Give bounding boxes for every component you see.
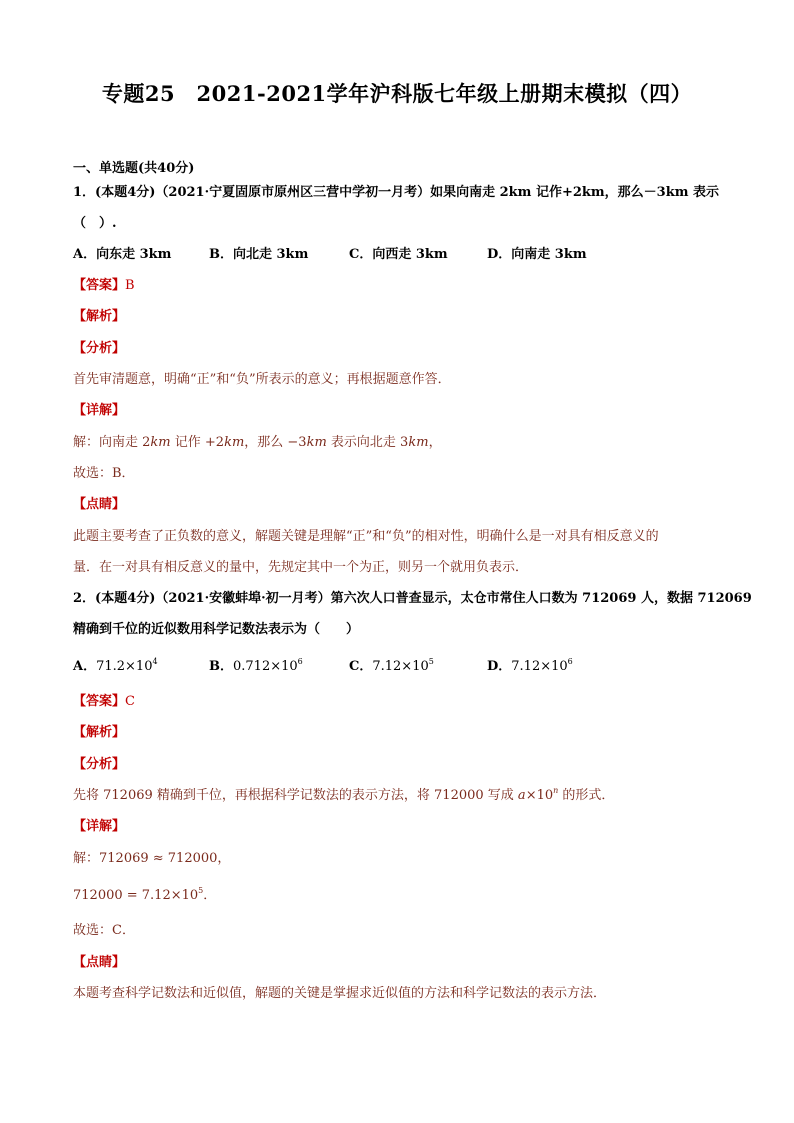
q1-detail-text-5: ， — [428, 435, 442, 450]
q2-answer-line — [73, 692, 135, 712]
q1-detail-text-2: 记作 +2 — [170, 435, 225, 450]
q2-option-b-label: B． — [209, 659, 233, 674]
q2-fenxi-var-n: n — [553, 786, 559, 795]
q1-detail-unit-3: km — [306, 435, 327, 450]
q2-detail-exp: 5 — [198, 886, 204, 895]
q1-detail-text-3: ，那么 −3 — [244, 435, 307, 450]
q2-answer-tag: 【答案】 — [73, 694, 126, 709]
q1-detail-unit-2: km — [224, 435, 245, 450]
q1-detail-text-4: 表示向北走 3 — [326, 435, 409, 450]
q2-detail-end: ． — [203, 888, 217, 903]
q2-fenxi-text-2: ×10 — [525, 788, 554, 803]
q1-options — [73, 245, 587, 265]
q1-detail-tag: 【详解】 — [73, 403, 126, 418]
q2-option-d-base: 7.12×10 — [511, 659, 568, 674]
q2-fenxi-text-1: 先将 712069 精确到千位，再根据科学记数法的表示方法，将 712000 写成 — [73, 788, 518, 803]
q2-option-d-exp: 6 — [567, 657, 573, 666]
q2-option-d-label: D． — [487, 659, 512, 674]
q2-detail-line1: 解：712069 ≈ 712000， — [73, 851, 231, 866]
page-title: 专题25 2021-2021学年沪科版七年级上册期末模拟（四） — [101, 81, 693, 106]
q1-comment-line2: 量．在一对具有相反意义的量中，先规定其中一个为正，则另一个就用负表示． — [73, 560, 529, 575]
q2-fenxi-var-a: a — [517, 788, 526, 803]
q1-fenxi-tag: 【分析】 — [73, 341, 126, 356]
q2-option-c-exp: 5 — [428, 657, 434, 666]
q1-comment-line1: 此题主要考查了正负数的意义，解题关键是理解“正”和“负”的相对性，明确什么是一对具有相反意义的 — [73, 529, 659, 544]
q1-answer-line — [73, 276, 135, 296]
q2-detail-eq: 712000 = 7.12×10 — [73, 888, 199, 903]
q2-option-b — [209, 657, 349, 677]
q1-stem-line2: （ ）. — [73, 216, 117, 231]
q2-answer: C — [125, 694, 135, 709]
q2-option-c-base: 7.12×10 — [372, 659, 429, 674]
q2-option-a-base: 71.2×10 — [96, 659, 153, 674]
q2-option-d — [487, 657, 573, 677]
q1-option-a: A．向东走 3km — [73, 247, 172, 262]
q2-fenxi-tag: 【分析】 — [73, 757, 126, 772]
q1-option-c: C．向西走 3km — [349, 247, 448, 262]
q2-option-c — [349, 657, 487, 677]
q2-detail-tag: 【详解】 — [73, 819, 126, 834]
q1-detail-unit-1: km — [150, 435, 171, 450]
q1-detail-unit-4: km — [408, 435, 429, 450]
q2-option-a-exp: 4 — [152, 657, 158, 666]
q2-analysis-tag: 【解析】 — [73, 725, 126, 740]
q2-option-b-exp: 6 — [297, 657, 303, 666]
q2-fenxi — [73, 786, 614, 806]
q1-answer: B — [125, 278, 135, 293]
q1-answer-tag: 【答案】 — [73, 278, 126, 293]
q1-detail-line1 — [73, 433, 442, 453]
q2-options — [73, 657, 573, 677]
section-heading: 一、单选题(共40分) — [73, 161, 195, 176]
q1-option-d: D．向南走 3km — [487, 247, 587, 262]
q2-detail-line3: 故选：C． — [73, 923, 135, 938]
q1-detail-text-1: 解：向南走 2 — [73, 435, 151, 450]
q2-stem-line1: 2．(本题4分)（2021·安徽蚌埠·初一月考）第六次人口普查显示，太仓市常住人口数为 712069 人，数据 712069 — [73, 591, 752, 606]
q1-stem-line1: 1．(本题4分)（2021·宁夏固原市原州区三营中学初一月考）如果向南走 2km 记作+2km，那么－3km 表示 — [73, 185, 719, 200]
q2-option-c-label: C． — [349, 659, 373, 674]
q2-comment-line1: 本题考查科学记数法和近似值，解题的关键是掌握求近似值的方法和科学记数法的表示方法． — [73, 986, 607, 1001]
q1-detail-line2: 故选：B． — [73, 466, 135, 481]
q2-option-b-base: 0.712×10 — [233, 659, 298, 674]
q1-comment-tag: 【点睛】 — [73, 497, 126, 512]
q2-option-a — [73, 657, 209, 677]
q1-option-b: B．向北走 3km — [209, 247, 309, 262]
q2-stem-line2: 精确到千位的近似数用科学记数法表示为（ ） — [73, 622, 360, 637]
q2-detail-line2 — [73, 886, 216, 906]
q1-fenxi: 首先审清题意，明确“正”和“负”所表示的意义；再根据题意作答． — [73, 372, 451, 387]
q2-comment-tag: 【点睛】 — [73, 955, 126, 970]
q2-fenxi-text-3: 的形式． — [558, 788, 615, 803]
q2-option-a-label: A． — [73, 659, 97, 674]
q1-analysis-tag: 【解析】 — [73, 309, 126, 324]
